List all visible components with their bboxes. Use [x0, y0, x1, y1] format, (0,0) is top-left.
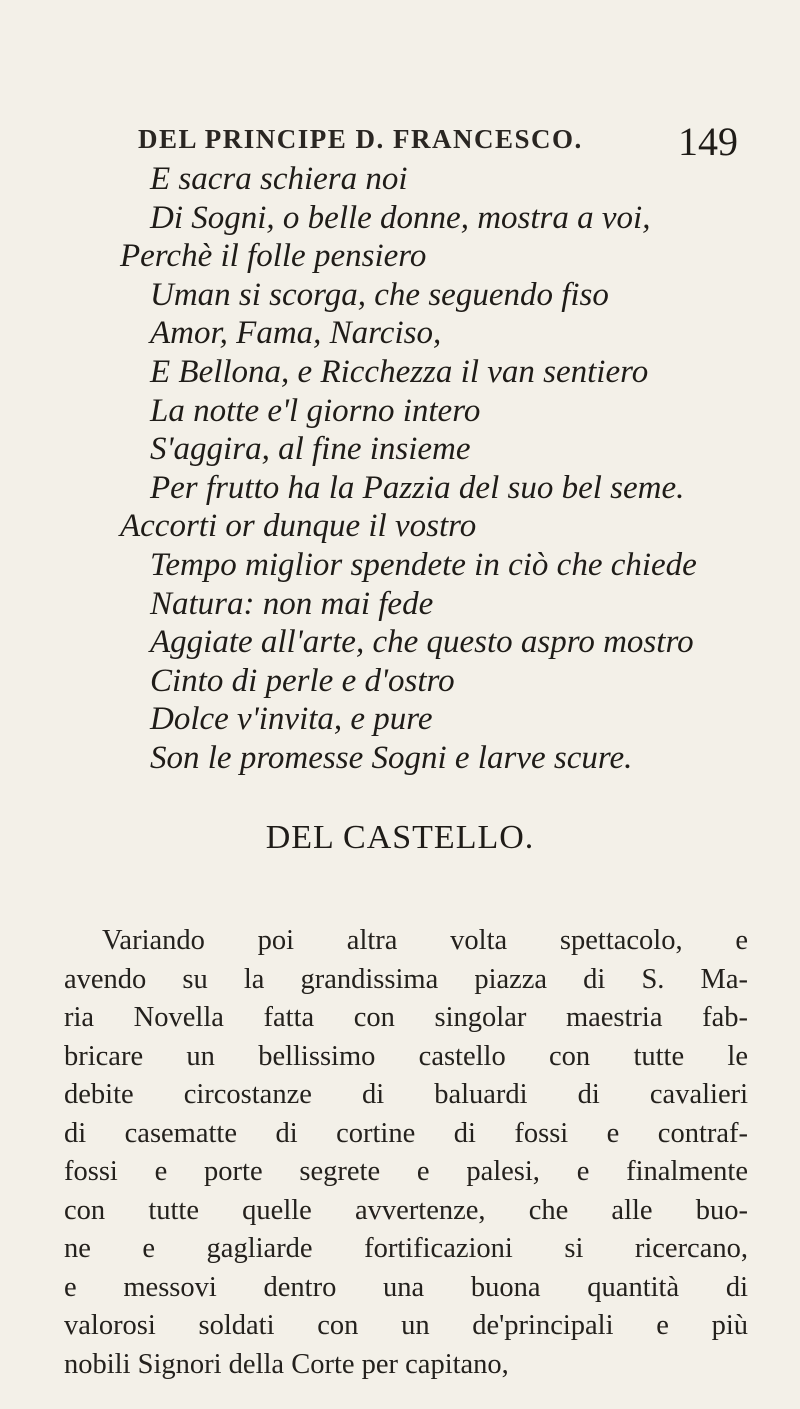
poem-line: Cinto di perle e d'ostro — [150, 662, 455, 699]
poem-line: Amor, Fama, Narciso, — [150, 315, 442, 352]
prose-line: Variando poi altra volta spettacolo, e — [102, 925, 748, 956]
prose-line: valorosi soldati con un de'principali e più — [64, 1310, 748, 1341]
poem-line: Dolce v'invita, e pure — [150, 701, 433, 738]
poem-line: Son le promesse Sogni e larve scure. — [150, 740, 633, 776]
prose-line: nobili Signori della Corte per capitano, — [64, 1348, 509, 1380]
prose-line: ria Novella fatta con singolar maestria fab- — [64, 1002, 748, 1033]
prose-line: e messovi dentro una buona quantità di — [64, 1271, 748, 1303]
prose-line: debite circostanze di baluardi di cavalieri — [64, 1079, 748, 1110]
prose-paragraph — [64, 922, 748, 1384]
prose-line: di casematte di cortine di fossi e contraf- — [64, 1117, 748, 1149]
poem-line: Natura: non mai fede — [150, 585, 434, 622]
prose-line: avendo su la grandissima piazza di S. Ma- — [64, 963, 748, 995]
poem-line: S'aggira, al fine insieme — [150, 431, 471, 468]
poem-line: Aggiate all'arte, che questo aspro mostro — [150, 624, 694, 661]
prose-line: con tutte quelle avvertenze, che alle buo- — [64, 1194, 748, 1226]
poem-line: Accorti or dunque il vostro — [120, 508, 477, 545]
poem-line: E sacra schiera noi — [150, 161, 408, 197]
poem-line: Per frutto ha la Pazzia del suo bel seme. — [150, 469, 685, 506]
poem-line: E Bellona, e Ricchezza il van sentiero — [150, 354, 649, 390]
prose-line: fossi e porte segrete e palesi, e finalmente — [64, 1156, 748, 1187]
running-head-title: DEL PRINCIPE D. FRANCESCO. — [138, 124, 583, 154]
poem-line: Perchè il folle pensiero — [120, 238, 427, 275]
prose-line: bricare un bellissimo castello con tutte le — [64, 1040, 748, 1072]
poem-line: Di Sogni, o belle donne, mostra a voi, — [150, 199, 651, 236]
poem-line: La notte e'l giorno intero — [150, 392, 481, 429]
poem-line: Tempo miglior spendete in ciò che chiede — [150, 547, 697, 583]
page-number: 149 — [678, 119, 738, 164]
poem-line: Uman si scorga, che seguendo fiso — [150, 276, 609, 313]
prose-line: ne e gagliarde fortificazioni si ricercano, — [64, 1233, 748, 1264]
section-title: DEL CASTELLO. — [265, 819, 535, 856]
running-head — [100, 118, 740, 164]
